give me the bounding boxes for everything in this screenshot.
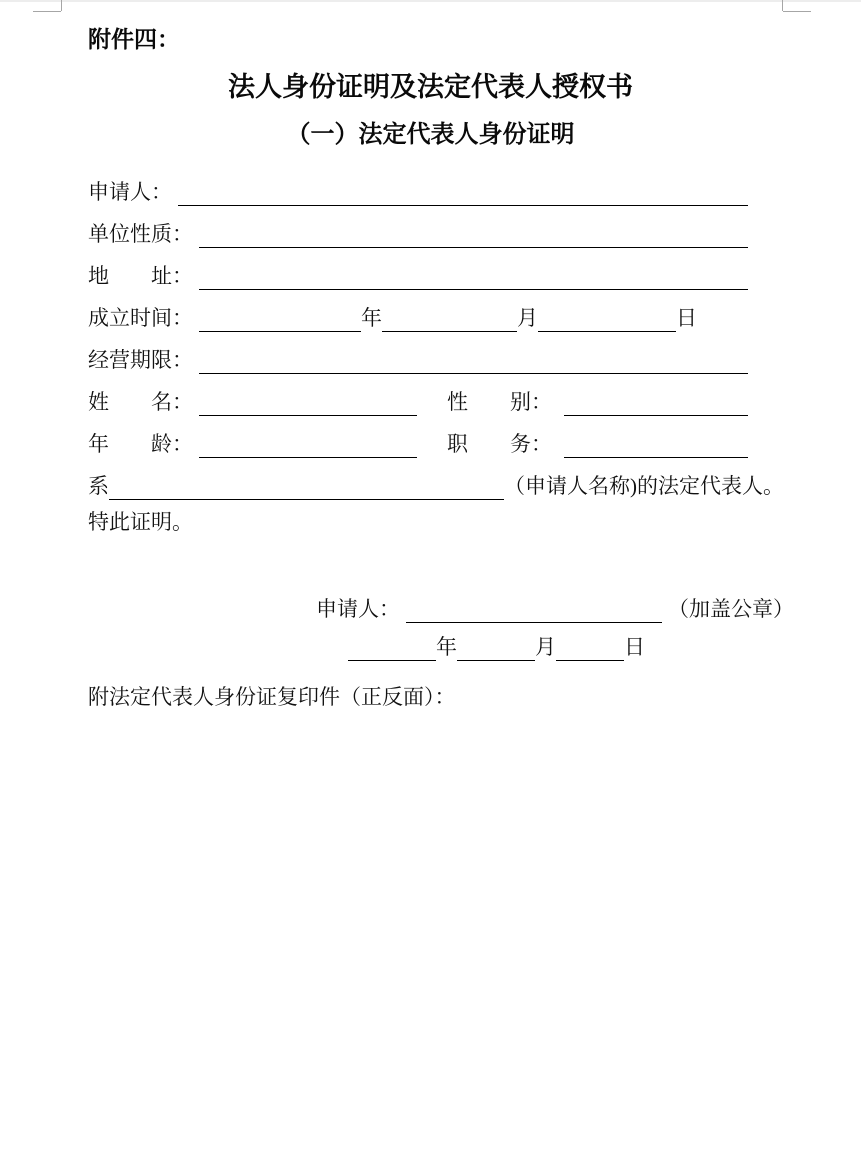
text-boundary-mark-top-left bbox=[61, 0, 62, 11]
established-colon: ： bbox=[172, 305, 193, 330]
signature-applicant-label: 申请人 bbox=[316, 596, 379, 621]
day-unit: 日 bbox=[676, 305, 697, 330]
gender-colon: ： bbox=[531, 389, 552, 414]
position-colon: ： bbox=[531, 431, 552, 456]
text-boundary-mark-top-right bbox=[783, 11, 811, 12]
name-label: 姓名 bbox=[88, 389, 172, 414]
established-month-blank[interactable] bbox=[382, 319, 517, 332]
address-blank[interactable] bbox=[199, 277, 748, 290]
legal-rep-statement-row bbox=[88, 455, 793, 497]
id-copy-attachment-note: 附法定代表人身份证复印件（正反面）： bbox=[88, 685, 456, 709]
business-term-label: 经营期限 bbox=[88, 347, 172, 372]
document-title: 法人身份证明及法定代表人授权书 bbox=[228, 72, 633, 102]
position-blank[interactable] bbox=[564, 445, 748, 458]
position-label: 职务 bbox=[447, 431, 531, 456]
document-subtitle: （一）法定代表人身份证明 bbox=[286, 121, 575, 148]
signature-applicant-colon: ： bbox=[379, 596, 400, 621]
signature-date-row bbox=[348, 626, 645, 658]
signature-year-unit: 年 bbox=[436, 634, 457, 659]
established-year-blank[interactable] bbox=[199, 319, 361, 332]
text-boundary-mark-top-right bbox=[782, 0, 783, 11]
text-boundary-mark-top-left bbox=[33, 11, 61, 12]
business-term-colon: ： bbox=[172, 347, 193, 372]
age-position-row bbox=[88, 413, 748, 455]
gender-blank[interactable] bbox=[564, 403, 748, 416]
certify-text: 特此证明。 bbox=[88, 509, 193, 534]
established-day-blank[interactable] bbox=[538, 319, 676, 332]
seal-note: （加盖公章） bbox=[668, 596, 794, 621]
age-colon: ： bbox=[172, 431, 193, 456]
applicant-colon: ： bbox=[151, 179, 172, 204]
applicant-blank[interactable] bbox=[178, 193, 748, 206]
applicant-name-blank[interactable] bbox=[109, 487, 504, 500]
statement-suffix: （申请人名称)的法定代表人。 bbox=[504, 473, 784, 498]
signature-day-blank[interactable] bbox=[556, 648, 624, 661]
signature-month-blank[interactable] bbox=[457, 648, 535, 661]
applicant-label: 申请人 bbox=[88, 179, 151, 204]
signature-day-unit: 日 bbox=[624, 634, 645, 659]
business-term-blank[interactable] bbox=[199, 361, 748, 374]
name-blank[interactable] bbox=[199, 403, 417, 416]
signature-row bbox=[316, 588, 796, 620]
signature-applicant-blank[interactable] bbox=[406, 610, 662, 623]
age-label: 年龄 bbox=[88, 431, 172, 456]
unit-nature-row bbox=[88, 203, 748, 245]
name-colon: ： bbox=[172, 389, 193, 414]
address-label: 地址 bbox=[88, 263, 172, 288]
unit-nature-blank[interactable] bbox=[199, 235, 748, 248]
unit-nature-label: 单位性质 bbox=[88, 221, 172, 246]
page-top-edge bbox=[0, 0, 861, 2]
attachment-label: 附件四： bbox=[88, 26, 180, 52]
legal-rep-form bbox=[88, 161, 784, 534]
address-colon: ： bbox=[172, 263, 193, 288]
address-row bbox=[88, 245, 748, 287]
established-label: 成立时间 bbox=[88, 305, 172, 330]
business-term-row bbox=[88, 329, 748, 371]
gender-label: 性别 bbox=[447, 389, 531, 414]
year-unit: 年 bbox=[361, 305, 382, 330]
signature-year-blank[interactable] bbox=[348, 648, 436, 661]
statement-prefix: 系 bbox=[88, 473, 109, 498]
applicant-row bbox=[88, 161, 748, 203]
month-unit: 月 bbox=[517, 305, 538, 330]
age-blank[interactable] bbox=[199, 445, 417, 458]
unit-nature-colon: ： bbox=[172, 221, 193, 246]
certify-row bbox=[88, 497, 748, 533]
signature-month-unit: 月 bbox=[535, 634, 556, 659]
name-gender-row bbox=[88, 371, 748, 413]
established-date-row bbox=[88, 287, 748, 329]
